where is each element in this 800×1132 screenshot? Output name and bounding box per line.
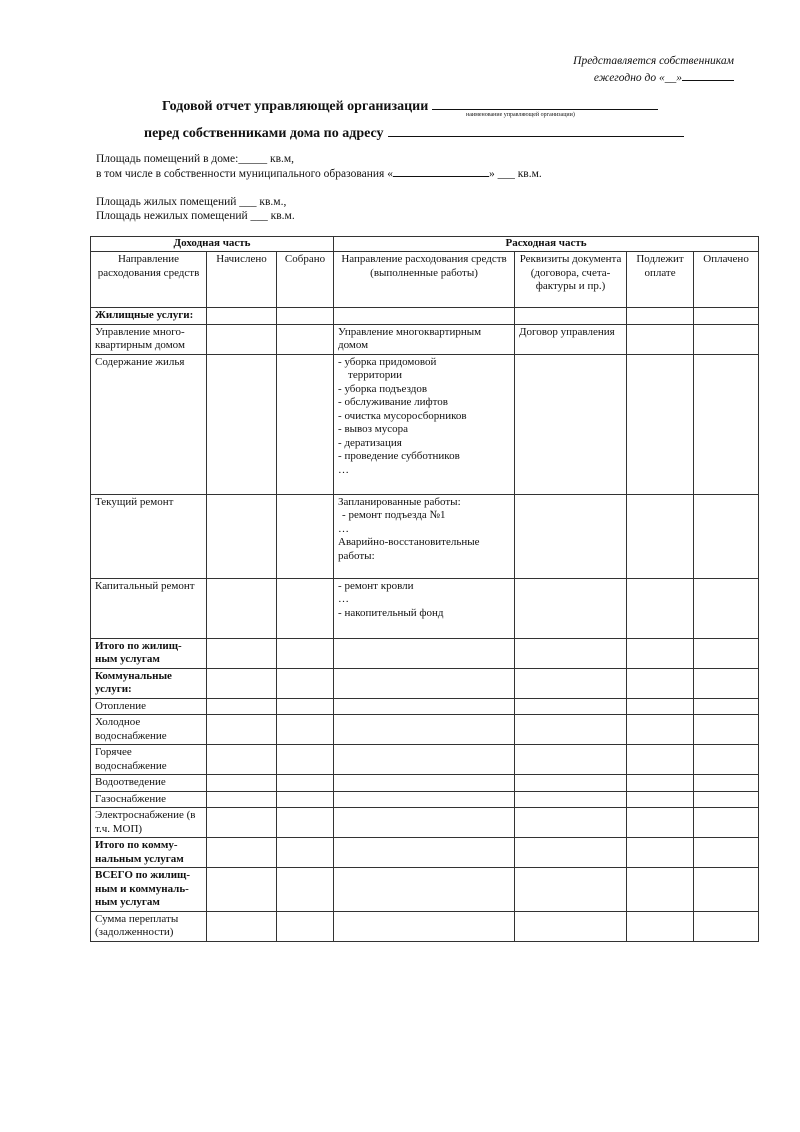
area-living: Площадь жилых помещений ___ кв.м.,: [96, 196, 287, 208]
table-row: [91, 308, 759, 325]
submission-notice: [494, 54, 734, 86]
table-row: [91, 868, 759, 912]
table-row: [91, 911, 759, 941]
table-row: [91, 578, 759, 638]
row-maintenance: Содержание жилья: [91, 354, 207, 494]
maintenance-works: - уборка придомовой территории - уборка подъездов - обслуживание лифтов - очистка мусоросборников - вывоз мусора - дератизация - проведение субботников …: [334, 354, 515, 494]
utility-cold-water: Холодное водоснабжение: [91, 715, 207, 745]
row-management-spend: Управление многоквартирным домом: [334, 324, 515, 354]
table-row: [91, 775, 759, 792]
utility-hot-water: Горячее водоснабжение: [91, 745, 207, 775]
row-current-repair: Текущий ремонт: [91, 494, 207, 578]
col-spending: Направление расходования средств (выполненные работы): [334, 252, 515, 308]
notice-year-blank[interactable]: [682, 69, 734, 81]
area-total: Площадь помещений в доме:_____ кв.м,: [96, 153, 295, 165]
address-field[interactable]: [388, 124, 684, 137]
report-subtitle: перед собственниками дома по адресу: [144, 124, 684, 142]
col-docs: Реквизиты документа (договора, счета-фактуры и пр.): [515, 252, 627, 308]
housing-services-label: Жилищные услуги:: [91, 308, 207, 325]
org-name-field[interactable]: [432, 97, 658, 110]
capital-repair-works: - ремонт кровли … - накопительный фонд: [334, 578, 515, 638]
table-row: [91, 745, 759, 775]
expense-header: Расходная часть: [334, 237, 759, 252]
total-utility: Итого по комму-нальным услугам: [91, 838, 207, 868]
column-header-row: [91, 252, 759, 308]
notice-line2: ежегодно до «__»: [593, 72, 682, 84]
utility-gas: Газоснабжение: [91, 791, 207, 808]
municipality-field[interactable]: [393, 166, 489, 177]
table-row: [91, 354, 759, 494]
row-capital-repair: Капитальный ремонт: [91, 578, 207, 638]
table-row: [91, 324, 759, 354]
utility-heating: Отопление: [91, 698, 207, 715]
current-repair-works: Запланированные работы: - ремонт подъезда №1 … Аварийно-восстановительные работы:: [334, 494, 515, 578]
table-row: [91, 668, 759, 698]
table-row: [91, 808, 759, 838]
row-management-doc: Договор управления: [515, 324, 627, 354]
report-table: [90, 236, 759, 942]
notice-line1: Представляется собственникам: [573, 55, 734, 67]
row-management: Управление много-квартирным домом: [91, 324, 207, 354]
utility-drainage: Водоотведение: [91, 775, 207, 792]
table-row: [91, 638, 759, 668]
table-row: [91, 791, 759, 808]
section-header-row: [91, 237, 759, 252]
report-title: Годовой отчет управляющей организации: [162, 97, 658, 115]
col-direction: Направление расходования средств: [91, 252, 207, 308]
col-accrued: Начислено: [207, 252, 277, 308]
col-collected: Собрано: [277, 252, 334, 308]
income-header: Доходная часть: [91, 237, 334, 252]
overpay-row: Сумма переплаты (задолженности): [91, 911, 207, 941]
area-municipal: в том числе в собственности муниципального образования « » ___ кв.м.: [96, 168, 542, 180]
table-row: [91, 715, 759, 745]
table-row: [91, 494, 759, 578]
col-paid: Оплачено: [694, 252, 759, 308]
utility-services-label: Коммунальные услуги:: [91, 668, 207, 698]
table-row: [91, 698, 759, 715]
utility-electricity: Электроснабжение (в т.ч. МОП): [91, 808, 207, 838]
total-all: ВСЕГО по жилищ-ным и коммуналь-ным услугам: [91, 868, 207, 912]
org-name-caption: наименование управляющей организации): [466, 112, 575, 118]
total-housing: Итого по жилищ-ным услугам: [91, 638, 207, 668]
area-nonliving: Площадь нежилых помещений ___ кв.м.: [96, 210, 295, 222]
col-payable: Подлежит оплате: [627, 252, 694, 308]
table-row: [91, 838, 759, 868]
